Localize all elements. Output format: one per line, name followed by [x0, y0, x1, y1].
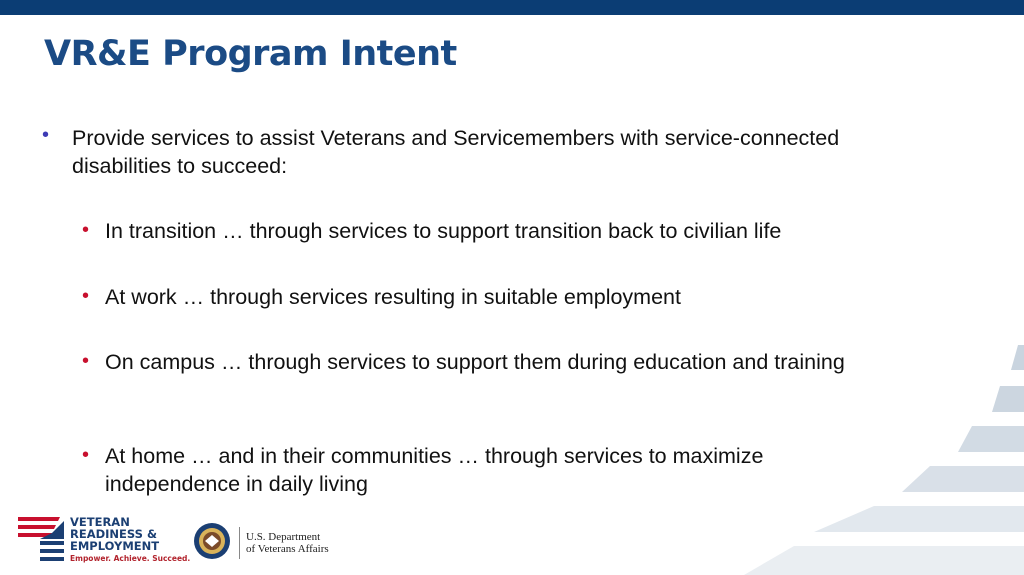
bullet-marker: • — [82, 350, 90, 372]
bullet-marker: • — [42, 124, 50, 146]
va-seal-icon — [193, 522, 231, 560]
va-logo-text: U.S. Department of Veterans Affairs — [246, 531, 329, 555]
sub-bullet-transition: In transition … through services to support transition back to civilian life — [105, 219, 782, 243]
bullet-marker: • — [82, 219, 90, 241]
sub-bullet-campus: On campus … through services to support them during education and training — [105, 350, 845, 374]
decorative-steps-graphic — [724, 0, 1024, 575]
sub-bullet-home: At home … and in their communities … through services to maximize independence in daily living — [105, 444, 764, 496]
vre-logo-text: VETERAN READINESS & EMPLOYMENT — [70, 515, 160, 553]
slide-title: VR&E Program Intent — [44, 34, 457, 74]
intro-bullet: Provide services to assist Veterans and Servicemembers with service-connected disabilities to succeed: — [72, 126, 840, 178]
logo-divider — [239, 527, 240, 559]
vre-tagline: Empower. Achieve. Succeed. — [70, 554, 191, 563]
sub-bullet-work: At work … through services resulting in suitable employment — [105, 285, 681, 309]
bullet-marker: • — [82, 444, 90, 466]
bullet-marker: • — [82, 285, 90, 307]
